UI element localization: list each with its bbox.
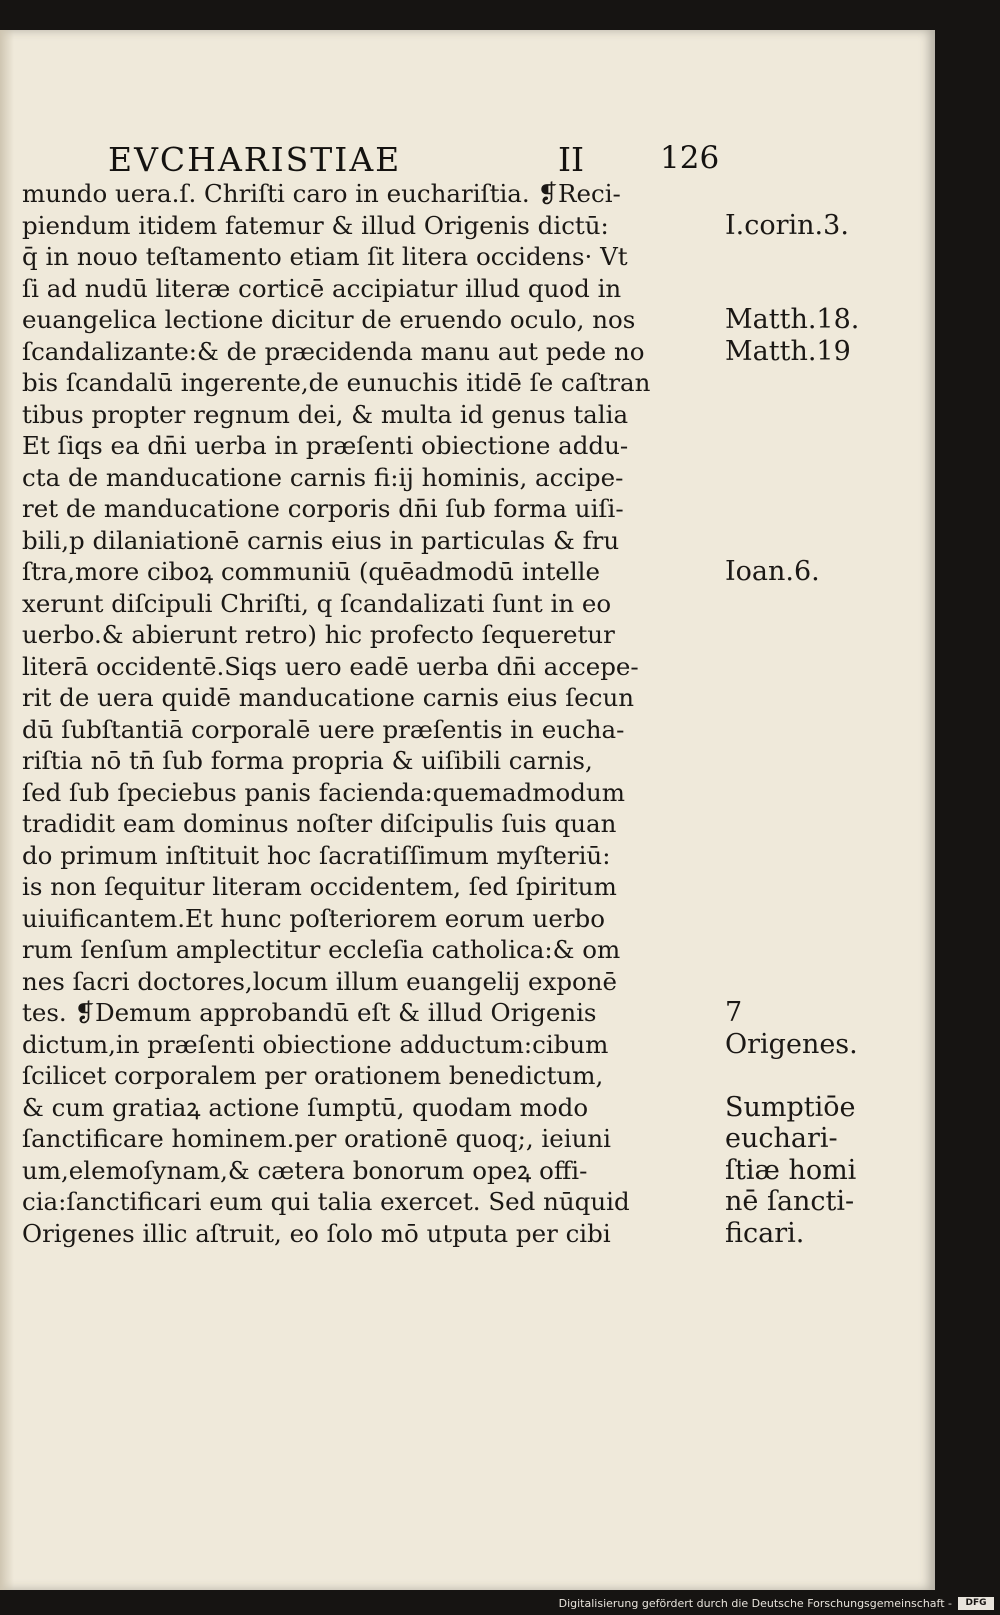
body-text (22, 178, 712, 1249)
text-line: dū ſubſtantiā corporalē uere præſentis in eucha- (22, 714, 625, 744)
marginal-note: Ioan.6. (725, 556, 820, 587)
marginal-notes (725, 178, 915, 1328)
digitization-credit: Digitalisierung gefördert durch die Deutsche Forschungsgemeinschaft - (558, 1597, 952, 1610)
text-line: cta de manducatione carnis fi:ij hominis, accipe- (22, 462, 624, 492)
text-line: nes ſacri doctores,locum illum euangelij exponē (22, 966, 618, 996)
text-line: dictum,in præſenti obiectione adductum:cibum (22, 1029, 609, 1059)
text-line: bis ſcandalū ingerente,de eunuchis itidē ſe caſtran (22, 368, 651, 397)
text-line: piendum itidem fatemur & illud Origenis dictū: (22, 210, 609, 240)
text-line: ret de manducatione corporis dn̄i ſub forma uiſi- (22, 494, 624, 523)
text-line: uiuificantem.Et hunc poſteriorem eorum uerbo (22, 903, 605, 933)
text-line: ſanctificare hominem.per orationē quoq;, ieiuni (22, 1124, 611, 1153)
marginal-note: I.corin.3. (725, 209, 849, 241)
text-line: is non ſequitur literam occidentem, ſed ſpiritum (22, 872, 617, 901)
text-line: ſcandalizante:& de præcidenda manu aut pede no (22, 336, 645, 366)
text-line: ſi ad nudū literæ corticē accipiatur illud quod in (22, 273, 622, 303)
text-line: mundo uera.ſ. Chriſti caro in euchariſtia. ❡Reci- (22, 179, 621, 208)
text-line: xerunt diſcipuli Chriſti, q ſcandalizati ſunt in eo (22, 588, 612, 618)
text-line: do primum inſtituit hoc ſacratiſſimum myſteriū: (22, 840, 611, 870)
marginal-note: nē ſancti- (725, 1186, 855, 1217)
marginal-note: ſtiæ homi (725, 1154, 857, 1186)
marginal-note: 7 (725, 997, 743, 1028)
text-line: cia:ſanctificari eum qui talia exercet. Sed nūquid (22, 1187, 630, 1216)
marginal-note: euchari- (725, 1123, 838, 1154)
marginal-note: Origenes. (725, 1028, 858, 1060)
text-line: tibus propter regnum dei, & multa id genus talia (22, 399, 629, 429)
text-line: um,elemoſynam,& cætera bonorum opeꝝ offi- (22, 1155, 588, 1185)
text-line: bili,p dilaniationē carnis eius in particulas & fru (22, 525, 620, 555)
text-line: uerbo.& abierunt retro) hic profecto ſequeretur (22, 620, 615, 649)
footer-strip (0, 1590, 1000, 1615)
marginal-note: Sumptiōe (725, 1091, 856, 1123)
text-line: euangelica lectione dicitur de eruendo oculo, nos (22, 305, 636, 334)
text-line: & cum gratiaꝝ actione ſumptū, quodam modo (22, 1092, 589, 1122)
marginal-note: Matth.18. (725, 304, 860, 335)
text-line: literā occidentē.Siqs uero eadē uerba dn̄i accepe- (22, 651, 639, 681)
running-head-signature: II (558, 140, 585, 179)
text-line: Origenes illic aſtruit, eo ſolo mō utputa per cibi (22, 1218, 611, 1248)
text-line: rit de uera quidē manducatione carnis eius ſecun (22, 683, 635, 712)
text-line: ſcilicet corporalem per orationem benedictum, (22, 1061, 604, 1090)
text-line: riſtia nō tn̄ ſub forma propria & uiſibili carnis, (22, 746, 593, 775)
page-gutter-shadow (0, 30, 14, 1590)
marginal-note: Matth.19 (725, 335, 851, 367)
text-line: q̄ in nouo teſtamento etiam ſit litera occidens· Vt (22, 242, 628, 271)
text-line: tradidit eam dominus noſter diſcipulis ſuis quan (22, 809, 617, 838)
text-line: Et ſiqs ea dn̄i uerba in præſenti obiectione addu- (22, 431, 629, 460)
text-line: tes. ❡Demum approbandū eſt & illud Origenis (22, 998, 597, 1027)
marginal-note: ficari. (725, 1217, 805, 1249)
running-head (108, 140, 728, 180)
dfg-logo: DFG (958, 1597, 994, 1610)
text-line: rum ſenſum amplectitur eccleſia catholica:& om (22, 935, 621, 964)
running-head-title: EVCHARISTIAE (108, 140, 402, 179)
folio-number: 126 (660, 140, 720, 176)
text-line: ſed ſub ſpeciebus panis facienda:quemadmodum (22, 777, 625, 807)
text-line: ſtra,more ciboꝝ communiū (quēadmodū intelle (22, 557, 601, 586)
